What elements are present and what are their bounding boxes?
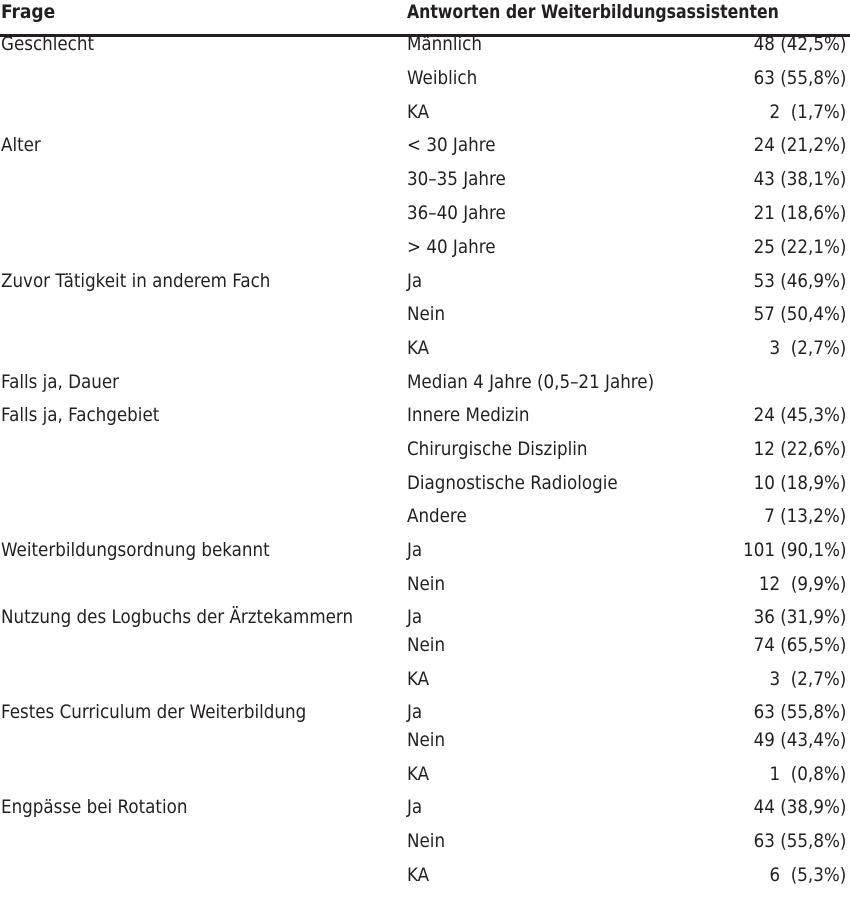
row-answer: KA	[407, 864, 430, 886]
column-header-answers: Antworten der Weiterbildungsassistenten	[407, 1, 779, 23]
row-value: 21 (18,6%)	[753, 202, 846, 224]
row-answer: Ja	[407, 270, 423, 292]
row-question: Falls ja, Fachgebiet	[1, 404, 160, 426]
row-value: 48 (42,5%)	[753, 33, 846, 55]
row-value: 101 (90,1%)	[742, 539, 846, 561]
row-value: 2 (1,7%)	[769, 101, 846, 123]
row-value: 25 (22,1%)	[753, 236, 846, 258]
row-question: Falls ja, Dauer	[1, 371, 120, 393]
row-answer: KA	[407, 101, 430, 123]
row-value: 1 (0,8%)	[769, 763, 846, 785]
row-value: 63 (55,8%)	[753, 830, 846, 852]
row-value: 6 (5,3%)	[769, 864, 846, 886]
row-answer: KA	[407, 668, 430, 690]
row-question: Engpässe bei Rotation	[1, 796, 188, 818]
row-answer: Ja	[407, 796, 423, 818]
row-value: 24 (21,2%)	[753, 134, 846, 156]
row-value: 36 (31,9%)	[753, 606, 846, 628]
row-value: 12 (9,9%)	[758, 573, 846, 595]
row-answer: Nein	[407, 303, 446, 325]
row-answer: KA	[407, 337, 430, 359]
row-question: Geschlecht	[1, 33, 95, 55]
row-answer: Andere	[407, 505, 467, 527]
row-answer: 36–40 Jahre	[407, 202, 506, 224]
row-value: 49 (43,4%)	[753, 729, 846, 751]
row-answer: KA	[407, 763, 430, 785]
row-value: 63 (55,8%)	[753, 67, 846, 89]
row-value: 74 (65,5%)	[753, 634, 846, 656]
row-value: 53 (46,9%)	[753, 270, 846, 292]
row-value: 24 (45,3%)	[753, 404, 846, 426]
row-question: Alter	[1, 134, 41, 156]
row-answer: Nein	[407, 729, 446, 751]
row-answer: Nein	[407, 830, 446, 852]
row-answer: Ja	[407, 539, 423, 561]
row-value: 57 (50,4%)	[753, 303, 846, 325]
row-answer: Innere Medizin	[407, 404, 530, 426]
row-value: 7 (13,2%)	[763, 505, 846, 527]
row-answer: Nein	[407, 573, 446, 595]
row-answer: Nein	[407, 634, 446, 656]
row-value: 43 (38,1%)	[753, 168, 846, 190]
row-answer: Männlich	[407, 33, 482, 55]
row-answer: Chirurgische Disziplin	[407, 438, 588, 460]
row-answer: Median 4 Jahre (0,5–21 Jahre)	[407, 371, 655, 393]
row-answer: < 30 Jahre	[407, 134, 496, 156]
row-question: Nutzung des Logbuchs der Ärztekammern	[1, 606, 354, 628]
row-value: 44 (38,9%)	[753, 796, 846, 818]
row-question: Weiterbildungsordnung bekannt	[1, 539, 270, 561]
row-value: 12 (22,6%)	[753, 438, 846, 460]
row-answer: Weiblich	[407, 67, 478, 89]
row-answer: Ja	[407, 606, 423, 628]
row-answer: 30–35 Jahre	[407, 168, 506, 190]
row-question: Festes Curriculum der Weiterbildung	[1, 701, 307, 723]
row-answer: Diagnostische Radiologie	[407, 472, 618, 494]
row-question: Zuvor Tätigkeit in anderem Fach	[1, 270, 271, 292]
row-answer: > 40 Jahre	[407, 236, 496, 258]
row-answer: Ja	[407, 701, 423, 723]
column-header-question: Frage	[1, 1, 56, 23]
row-value: 10 (18,9%)	[753, 472, 846, 494]
row-value: 3 (2,7%)	[769, 668, 846, 690]
row-value: 63 (55,8%)	[753, 701, 846, 723]
row-value: 3 (2,7%)	[769, 337, 846, 359]
